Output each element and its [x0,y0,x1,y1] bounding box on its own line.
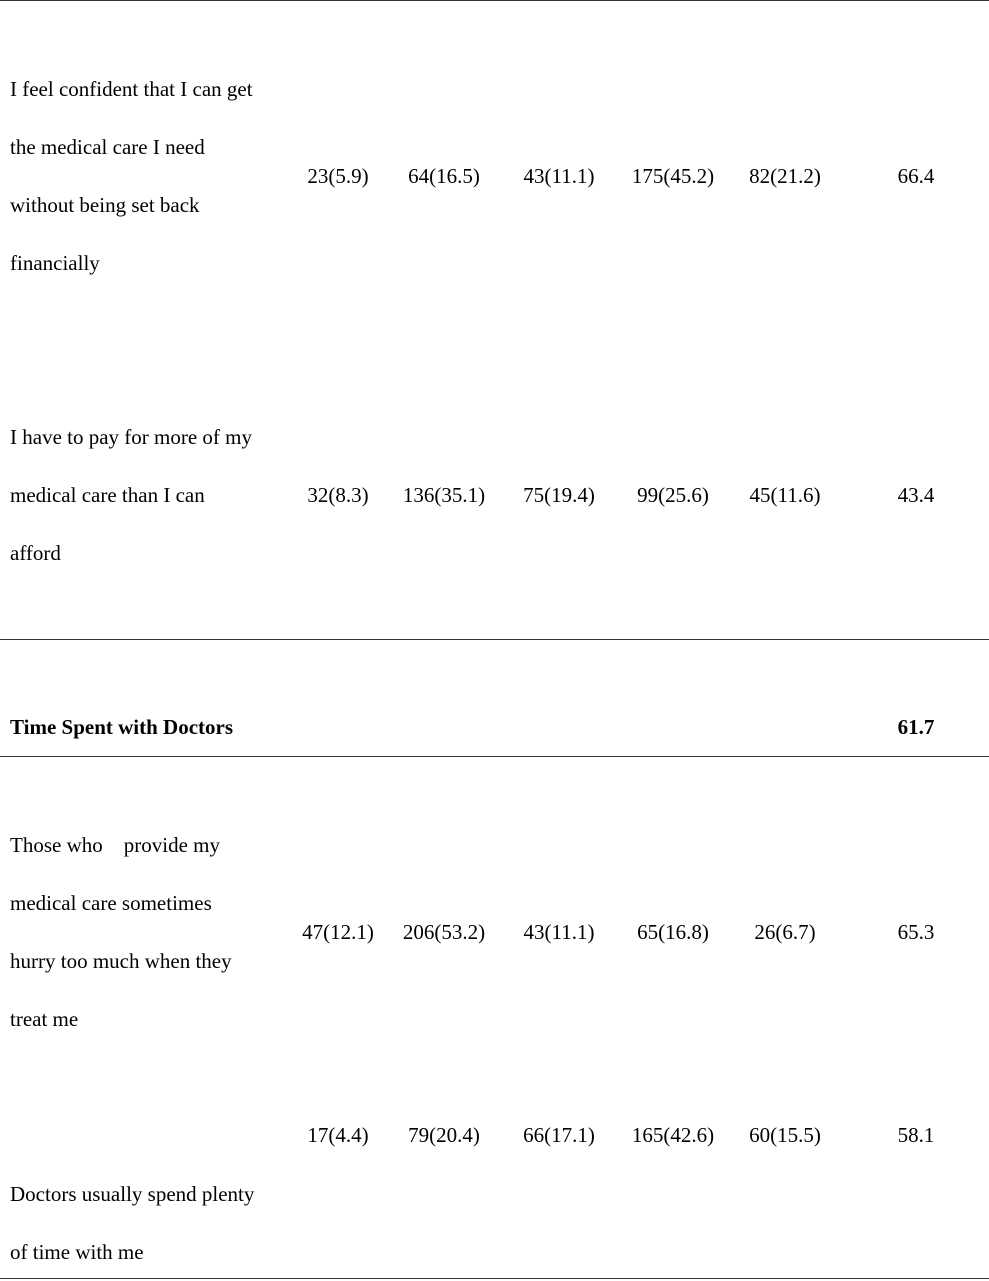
table-cell: 43(11.1) [523,920,595,944]
label-line: I feel confident that I can get [10,77,253,101]
table-cell: 64(16.5) [408,164,480,188]
table-cell: 66.4 [897,164,935,188]
label-line: I have to pay for more of my [10,425,253,449]
label-line: the medical care I need [10,135,205,159]
table-cell: 45(11.6) [749,483,821,507]
table-cell: 175(45.2) [631,164,715,188]
label-line: Those who provide my [10,833,220,857]
section-divider [0,639,989,640]
table-cell: 206(53.2) [402,920,486,944]
label-line: treat me [10,1007,79,1031]
table-cell: 79(20.4) [408,1123,480,1147]
table-cell: 65.3 [897,920,935,944]
label-line: medical care than I can [10,483,205,507]
table-row-label [10,60,285,292]
section-divider [0,756,989,757]
table-cell: 65(16.8) [637,920,709,944]
label-line: hurry too much when they [10,949,232,973]
table-cell: 26(6.7) [754,920,816,944]
label-line: without being set back [10,193,200,217]
table-cell: 75(19.4) [523,483,595,507]
table-cell: 99(25.6) [637,483,709,507]
label-line: medical care sometimes [10,891,212,915]
table-cell: 17(4.4) [307,1123,369,1147]
section-title: Time Spent with Doctors [10,715,234,739]
table-cell: 47(12.1) [302,920,374,944]
table-cell: 58.1 [897,1123,935,1147]
table-row-label [10,816,285,1048]
label-line: Doctors usually spend plenty [10,1182,255,1206]
table-cell: 60(15.5) [749,1123,821,1147]
section-score: 61.7 [897,715,935,739]
table-cell: 136(35.1) [402,483,486,507]
label-line: afford [10,541,61,565]
table-cell: 165(42.6) [631,1123,715,1147]
table-cell: 43(11.1) [523,164,595,188]
table-cell: 43.4 [897,483,935,507]
label-line: of time with me [10,1240,144,1264]
top-rule [0,0,989,1]
table-cell: 66(17.1) [523,1123,595,1147]
table-cell: 32(8.3) [307,483,369,507]
table-row-label [10,1165,285,1281]
table-cell: 82(21.2) [749,164,821,188]
table-cell: 23(5.9) [307,164,369,188]
bottom-rule [0,1278,989,1279]
table-row-label [10,408,285,582]
label-line: financially [10,251,100,275]
